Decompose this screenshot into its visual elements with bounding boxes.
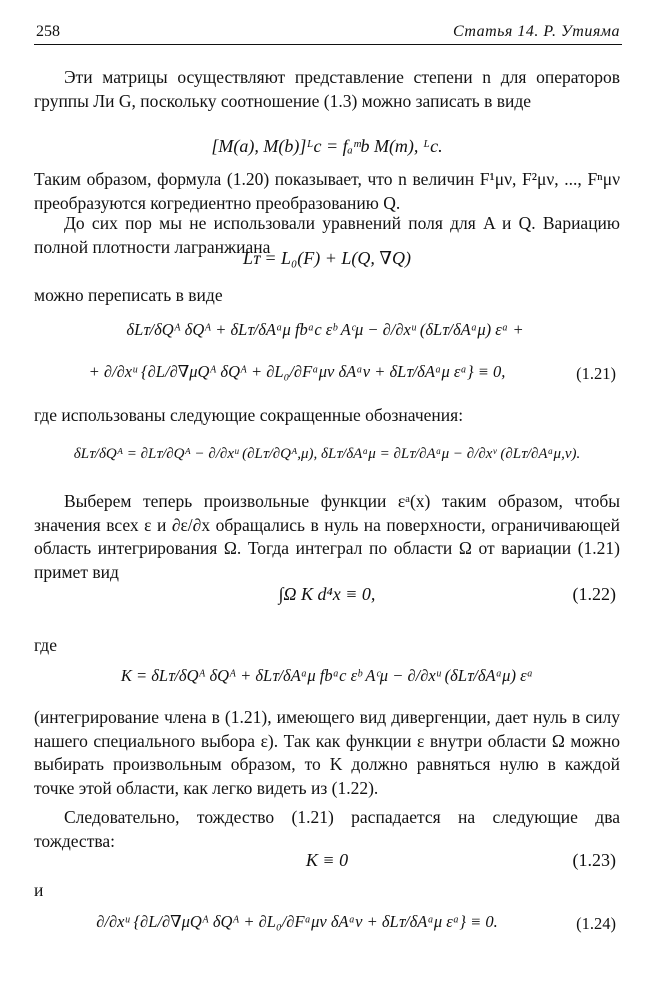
paragraph-notation-lead: где использованы следующие сокращенные обозначения:	[34, 405, 464, 425]
equation-1-22-text: ∫Ω K d⁴x ≡ 0,	[278, 584, 376, 604]
equation-K-definition-text: K = δLᴛ/δQᴬ δQᴬ + δLᴛ/δAᵃμ fbᵃc εᵇ Aᶜμ − ∂/∂xᵘ (δLᴛ/δAᵃμ) εᵃ	[120, 666, 534, 685]
equation-notation	[34, 446, 620, 476]
paragraph-arbitrary-functions: Выберем теперь произвольные функции εᵃ(x) таким образом, чтобы значения всех ε и ∂ε/∂x обращались в нуль на поверхности, ограничивающей область интегрирования Ω. Тогда интеграл по области Ω от вариации (1.21) примет вид	[34, 491, 620, 582]
paragraph-consequently: Следовательно, тождество (1.21) распадается на следующие два тождества:	[34, 807, 620, 851]
paragraph-rewrite-lead: можно переписать в виде	[34, 285, 223, 305]
paragraph-variation: До сих пор мы не использовали уравнений поля для A и Q. Вариацию полной плотности лагранжиана	[34, 213, 620, 257]
equation-1-23-text: K ≡ 0	[305, 850, 349, 870]
paragraph-formula-1-20: Таким образом, формула (1.20) показывает, что n величин F¹μν, F²μν, ..., Fⁿμν преобразуются когредиентно преобразованию Q.	[34, 169, 620, 213]
equation-commutator-text: [M(a), M(b)]ᴸc = fₐᵐb M(m), ᴸc.	[211, 136, 443, 156]
equation-commutator	[34, 136, 620, 166]
equation-K-definition	[34, 666, 620, 696]
equation-1-21-line2	[34, 362, 620, 392]
paragraph-where-lead: где	[34, 635, 57, 655]
running-title: Статья 14. Р. Утияма	[452, 23, 620, 40]
equation-label-1-23: (1.23)	[572, 850, 616, 870]
equation-1-24-text: ∂/∂xᵘ {∂L/∂∇μQᴬ δQᴬ + ∂L₀/∂Fᵃμν δAᵃν + δLᴛ/δAᵃμ εᵃ} ≡ 0.	[96, 912, 498, 931]
equation-1-21-line2-text: + ∂/∂xᵘ {∂L/∂∇μQᴬ δQᴬ + ∂L₀/∂Fᵃμν δAᵃν + δLᴛ/δAᵃμ εᵃ} ≡ 0,	[88, 362, 506, 381]
page-number: 258	[36, 23, 60, 40]
equation-1-22	[34, 584, 620, 614]
page-header	[34, 20, 622, 45]
equation-label-1-24: (1.24)	[576, 914, 616, 933]
equation-lagrangian	[34, 248, 620, 278]
equation-label-1-21: (1.21)	[576, 364, 616, 383]
equation-1-21-line1-text: δLᴛ/δQᴬ δQᴬ + δLᴛ/δAᵃμ fbᵃc εᵇ Aᶜμ − ∂/∂xᵘ (δLᴛ/δAᵃμ) εᵃ +	[126, 320, 524, 339]
paragraph-matrices: Эти матрицы осуществляют представление степени n для операторов группы Ли G, поскольку соотношение (1.3) можно записать в виде	[34, 67, 620, 111]
paragraph-and-lead: и	[34, 880, 44, 900]
paragraph-integration-note: (интегрирование члена в (1.21), имеющего вид дивергенции, дает нуль в силу нашего специального выбора ε). Так как функции ε внутри области Ω можно выбирать произвольным образом, то K должно равняться нулю в каждой точке этой области, как легко видеть из (1.22).	[34, 707, 620, 798]
equation-notation-text: δLᴛ/δQᴬ = ∂Lᴛ/∂Qᴬ − ∂/∂xᵘ (∂Lᴛ/∂Qᴬ,μ), δLᴛ/δAᵃμ = ∂Lᴛ/∂Aᵃμ − ∂/∂xᵛ (∂Lᴛ/∂Aᵃμ,ν).	[73, 446, 581, 462]
equation-label-1-22: (1.22)	[572, 584, 616, 604]
equation-1-21-line1	[90, 320, 560, 350]
equation-lagrangian-text: Lᴛ = L₀(F) + L(Q, ∇Q)	[243, 248, 411, 268]
equation-1-24	[34, 912, 620, 942]
equation-1-23	[34, 850, 620, 880]
